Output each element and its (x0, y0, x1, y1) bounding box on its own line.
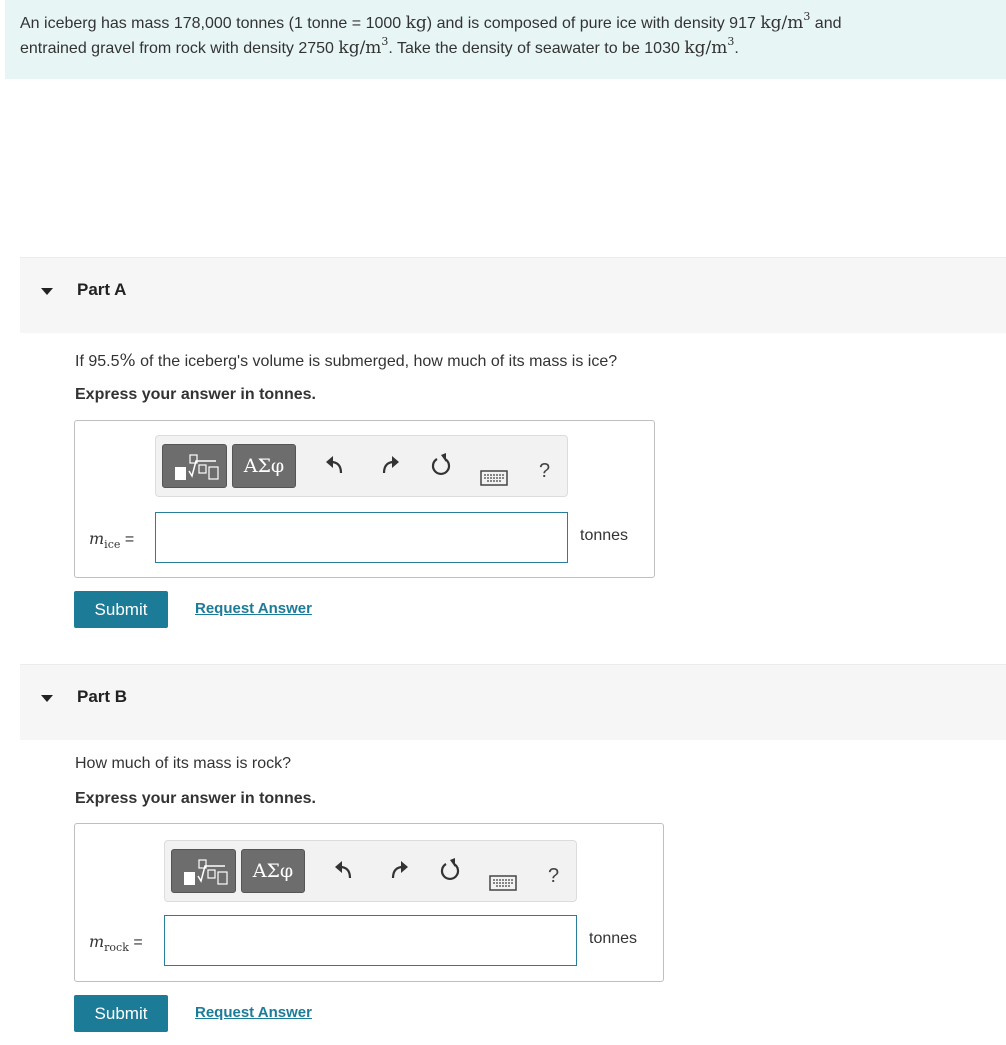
part-b-instruction: Express your answer in tonnes. (75, 790, 316, 807)
symbols-icon[interactable]: ΑΣφ (241, 849, 305, 893)
intro-text-4: entrained gravel from rock with density 2750 (20, 40, 339, 57)
part-b-request-answer-link[interactable]: Request Answer (195, 1004, 312, 1021)
keyboard-icon[interactable] (489, 875, 517, 891)
part-b-submit-button[interactable]: Submit (74, 995, 168, 1032)
part-b-question: How much of its mass is rock? (75, 755, 292, 772)
part-a-submit-button[interactable]: Submit (74, 591, 168, 628)
part-b-title: Part B (77, 687, 128, 706)
problem-line-2 (20, 36, 1006, 61)
reset-icon[interactable] (429, 452, 453, 478)
part-b-answer-input[interactable] (164, 915, 577, 966)
part-a-math-toolbar (155, 435, 568, 497)
unit-kgm3: $kg/m^3$ (684, 35, 735, 58)
collapse-triangle-icon[interactable] (41, 695, 53, 702)
problem-line-1 (20, 11, 1006, 36)
help-icon[interactable]: ? (539, 460, 551, 482)
reset-icon[interactable] (438, 857, 462, 883)
help-icon[interactable]: ? (548, 865, 560, 887)
undo-icon[interactable] (324, 454, 346, 476)
part-a-variable-label: $m_{ice}$ = (89, 529, 135, 552)
intro-text-5: . Take the density of seawater to be 1030 (388, 40, 685, 57)
unit-kgm3: $kg/m^3$ (760, 10, 811, 33)
symbols-icon[interactable]: ΑΣφ (232, 444, 296, 488)
redo-icon[interactable] (379, 454, 401, 476)
templates-icon[interactable] (162, 444, 227, 488)
part-b-unit: tonnes (589, 930, 638, 947)
part-a-question: If 95.5% of the iceberg's volume is submerged, how much of its mass is ice? (75, 351, 618, 371)
part-a-instruction: Express your answer in tonnes. (75, 386, 316, 403)
intro-text-1: An iceberg has mass 178,000 tonnes (1 tonne = 1000 (20, 15, 406, 32)
part-a-answer-box (74, 420, 655, 578)
redo-icon[interactable] (388, 859, 410, 881)
intro-text-6: . (734, 40, 739, 57)
part-b-header[interactable] (20, 664, 1006, 740)
intro-text-2: ) and is composed of pure ice with density 917 (426, 15, 761, 32)
keyboard-icon[interactable] (480, 470, 508, 486)
unit-kgm3: $kg/m^3$ (338, 35, 389, 58)
undo-icon[interactable] (333, 859, 355, 881)
problem-statement (5, 0, 1006, 79)
templates-icon[interactable] (171, 849, 236, 893)
intro-text-3: and (810, 15, 842, 32)
part-a-request-answer-link[interactable]: Request Answer (195, 600, 312, 617)
part-b-math-toolbar (164, 840, 577, 902)
collapse-triangle-icon[interactable] (41, 288, 53, 295)
part-b-variable-label: $m_{rock}$ = (89, 932, 143, 955)
part-a-header[interactable] (20, 257, 1006, 333)
part-b-answer-box (74, 823, 664, 982)
part-a-answer-input[interactable] (155, 512, 568, 563)
part-a-unit: tonnes (580, 527, 629, 544)
part-a-title: Part A (77, 280, 127, 299)
unit-kg: kg (405, 13, 427, 33)
